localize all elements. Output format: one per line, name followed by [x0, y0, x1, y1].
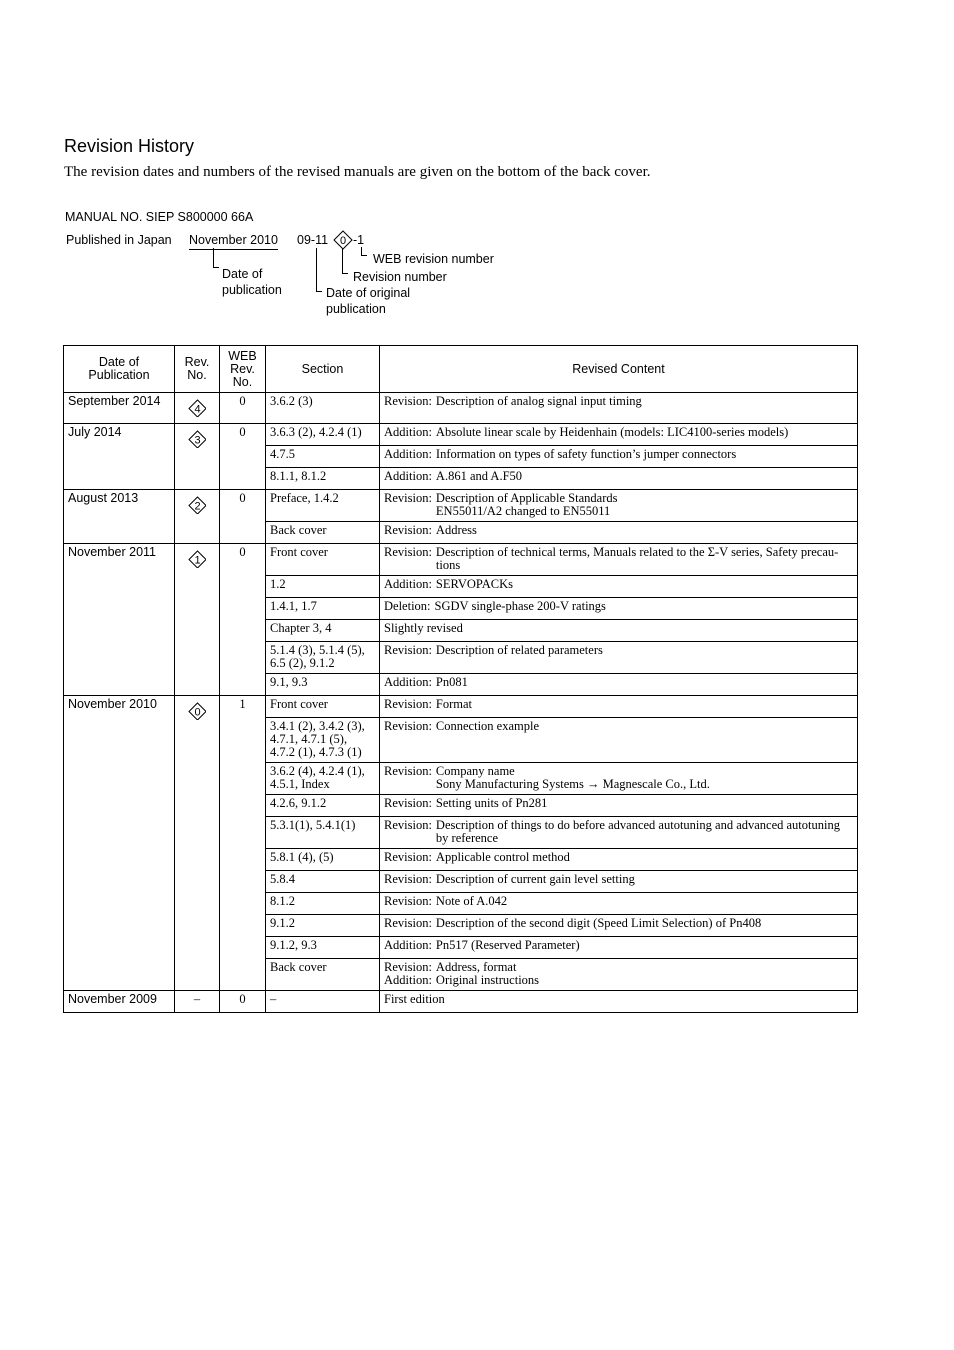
table-header-row	[64, 346, 858, 393]
svg-text:1: 1	[194, 554, 201, 567]
revised-content-cell	[380, 620, 858, 642]
change-type: Deletion:	[384, 599, 431, 613]
section-cell: 8.1.2	[266, 893, 380, 915]
web-revision: -1	[353, 233, 365, 247]
svg-text:2: 2	[194, 500, 201, 513]
change-text: SERVOPACKs	[435, 577, 513, 591]
section-cell: –	[266, 991, 380, 1013]
revised-content-cell	[380, 795, 858, 817]
section-cell: 5.8.4	[266, 871, 380, 893]
change-text: Address, format	[435, 960, 517, 974]
change-text: SGDV single-phase 200-V ratings	[434, 599, 606, 613]
web-revision-number: 0	[220, 991, 266, 1013]
section-cell: 1.4.1, 1.7	[266, 598, 380, 620]
change-text: Pn081	[435, 675, 468, 689]
change-text: Note of A.042	[435, 894, 508, 908]
change-type: Revision:	[384, 916, 432, 930]
revision-number-cell	[175, 424, 220, 490]
revised-content-cell	[380, 763, 858, 795]
revised-content-cell	[380, 991, 858, 1013]
change-type: Revision:	[384, 394, 432, 408]
revised-content-cell	[380, 576, 858, 598]
revision-number-cell	[175, 991, 220, 1013]
change-text: Description of things to do before advanced autotuning and advanced autotuning by reference	[435, 818, 840, 845]
revised-content-cell	[380, 915, 858, 937]
section-cell: 3.6.2 (3)	[266, 393, 380, 424]
change-text: Description of current gain level setting	[435, 872, 635, 886]
section-cell: Front cover	[266, 696, 380, 718]
publication-date: November 2011	[64, 544, 175, 696]
revision-number-cell	[175, 490, 220, 544]
revised-content-cell	[380, 817, 858, 849]
svg-text:3: 3	[194, 434, 201, 447]
svg-text:4: 4	[194, 403, 201, 416]
revision-number-cell	[175, 544, 220, 696]
section-cell: Back cover	[266, 522, 380, 544]
published-in-label: Published in Japan	[66, 233, 172, 247]
section-cell: 3.6.3 (2), 4.2.4 (1)	[266, 424, 380, 446]
page-title: Revision History	[64, 136, 195, 156]
change-type: Revision:	[384, 491, 432, 505]
section-cell: 3.4.1 (2), 3.4.2 (3), 4.7.1, 4.7.1 (5), 4.7.2 (1), 4.7.3 (1)	[266, 718, 380, 763]
revision-history-table	[63, 345, 858, 1013]
change-text: Format	[435, 697, 473, 711]
section-cell: 9.1, 9.3	[266, 674, 380, 696]
revised-content-cell	[380, 871, 858, 893]
change-text: Description of the second digit (Speed Limit Selection) of Pn408	[435, 916, 762, 930]
change-type: Revision:	[384, 643, 432, 657]
change-type: Addition:	[384, 938, 432, 952]
change-type: Revision:	[384, 523, 432, 537]
change-type: Revision:	[384, 697, 432, 711]
change-type: Revision:	[384, 850, 432, 864]
publication-date: November 2009	[64, 991, 175, 1013]
revised-content-cell	[380, 544, 858, 576]
revised-content-cell	[380, 598, 858, 620]
change-type: Revision:	[384, 764, 432, 778]
change-type: Revision:	[384, 818, 432, 832]
change-text: A.861 and A.F50	[435, 469, 523, 483]
section-cell: Preface, 1.4.2	[266, 490, 380, 522]
revised-content-cell	[380, 893, 858, 915]
web-revision-label: WEB revision number	[373, 252, 494, 266]
intro-text: The revision dates and numbers of the revised manuals are given on the bottom of the back cover.	[64, 164, 651, 180]
revised-content-cell	[380, 490, 858, 522]
web-revision-number: 0	[220, 544, 266, 696]
revision-diamond-icon	[188, 399, 206, 417]
change-type: Revision:	[384, 960, 432, 974]
revision-diamond-icon	[188, 702, 206, 720]
section-cell: 1.2	[266, 576, 380, 598]
change-text: Description of analog signal input timing	[435, 394, 642, 408]
revision-number: –	[193, 992, 201, 1006]
section-cell: 5.3.1(1), 5.4.1(1)	[266, 817, 380, 849]
revised-content-cell	[380, 718, 858, 763]
revision-number-cell	[175, 696, 220, 991]
original-date: 09-11	[297, 233, 329, 247]
web-revision-number: 0	[220, 490, 266, 544]
revision-number-cell	[175, 393, 220, 424]
revision-diamond-icon	[333, 230, 353, 250]
web-revision-number: 1	[220, 696, 266, 991]
revised-content-cell	[380, 446, 858, 468]
revised-content-cell	[380, 937, 858, 959]
publication-date: August 2013	[64, 490, 175, 544]
change-text: First edition	[384, 992, 445, 1006]
header-section: Section	[266, 346, 380, 393]
table-row	[64, 393, 858, 424]
section-cell: Front cover	[266, 544, 380, 576]
table-row	[64, 696, 858, 718]
header-date: Date of Publication	[64, 346, 175, 393]
change-type: Revision:	[384, 796, 432, 810]
section-cell: 4.7.5	[266, 446, 380, 468]
revised-content-cell	[380, 424, 858, 446]
revision-diamond-icon	[188, 430, 206, 448]
change-text: Pn517 (Reserved Parameter)	[435, 938, 580, 952]
change-text: Applicable control method	[435, 850, 570, 864]
web-revision-number: 0	[220, 424, 266, 490]
section-cell: Back cover	[266, 959, 380, 991]
section-cell: 9.1.2, 9.3	[266, 937, 380, 959]
change-type: Addition:	[384, 675, 432, 689]
date-of-original-publication-label: Date of original publication	[326, 286, 411, 316]
publication-date: November 2010	[64, 696, 175, 991]
header-web-rev: WEB Rev. No.	[220, 346, 266, 393]
section-cell: Chapter 3, 4	[266, 620, 380, 642]
revision-diamond-icon	[188, 496, 206, 514]
change-type: Revision:	[384, 894, 432, 908]
section-cell: 5.8.1 (4), (5)	[266, 849, 380, 871]
change-text: Slightly revised	[384, 621, 463, 635]
section-cell: 9.1.2	[266, 915, 380, 937]
revised-content-cell	[380, 696, 858, 718]
change-text: Information on types of safety function’s jumper connectors	[435, 447, 737, 461]
svg-text:0: 0	[339, 235, 347, 247]
change-type: Revision:	[384, 545, 432, 559]
table-row	[64, 490, 858, 522]
table-row	[64, 991, 858, 1013]
change-text: Connection example	[435, 719, 540, 733]
table-row	[64, 424, 858, 446]
revised-content-cell	[380, 849, 858, 871]
web-revision-number: 0	[220, 393, 266, 424]
header-content: Revised Content	[380, 346, 858, 393]
publication-date: September 2014	[64, 393, 175, 424]
table-row	[64, 544, 858, 576]
change-type: Addition:	[384, 973, 432, 987]
manual-number: MANUAL NO. SIEP S800000 66A	[65, 210, 254, 224]
change-text: Address	[435, 523, 477, 537]
change-type: Addition:	[384, 577, 432, 591]
header-rev: Rev. No.	[175, 346, 220, 393]
section-cell: 3.6.2 (4), 4.2.4 (1), 4.5.1, Index	[266, 763, 380, 795]
change-text: Original instructions	[435, 973, 540, 987]
revised-content-cell	[380, 674, 858, 696]
revised-content-cell	[380, 522, 858, 544]
revised-content-cell	[380, 642, 858, 674]
date-of-publication-label: Date of publication	[222, 267, 282, 297]
change-type: Revision:	[384, 719, 432, 733]
publication-date: July 2014	[64, 424, 175, 490]
revision-diamond-icon	[188, 550, 206, 568]
change-text: Setting units of Pn281	[435, 796, 548, 810]
change-type: Addition:	[384, 425, 432, 439]
section-cell: 4.2.6, 9.1.2	[266, 795, 380, 817]
change-text: Description of technical terms, Manuals related to the Σ-V series, Safety precau- tions	[435, 545, 839, 572]
change-type: Addition:	[384, 447, 432, 461]
change-text: Absolute linear scale by Heidenhain (models: LIC4100-series models)	[435, 425, 789, 439]
change-text: Description of related parameters	[435, 643, 603, 657]
section-cell: 8.1.1, 8.1.2	[266, 468, 380, 490]
change-type: Revision:	[384, 872, 432, 886]
section-cell: 5.1.4 (3), 5.1.4 (5), 6.5 (2), 9.1.2	[266, 642, 380, 674]
revised-content-cell	[380, 959, 858, 991]
publication-date: November 2010	[189, 232, 278, 250]
svg-text:0: 0	[194, 706, 201, 719]
change-text: Description of Applicable Standards EN55011/A2 changed to EN55011	[435, 491, 618, 518]
change-text: Company name Sony Manufacturing Systems → Magnescale Co., Ltd.	[435, 764, 710, 791]
revision-number-label: Revision number	[353, 270, 447, 284]
revised-content-cell	[380, 393, 858, 424]
change-type: Addition:	[384, 469, 432, 483]
revised-content-cell	[380, 468, 858, 490]
